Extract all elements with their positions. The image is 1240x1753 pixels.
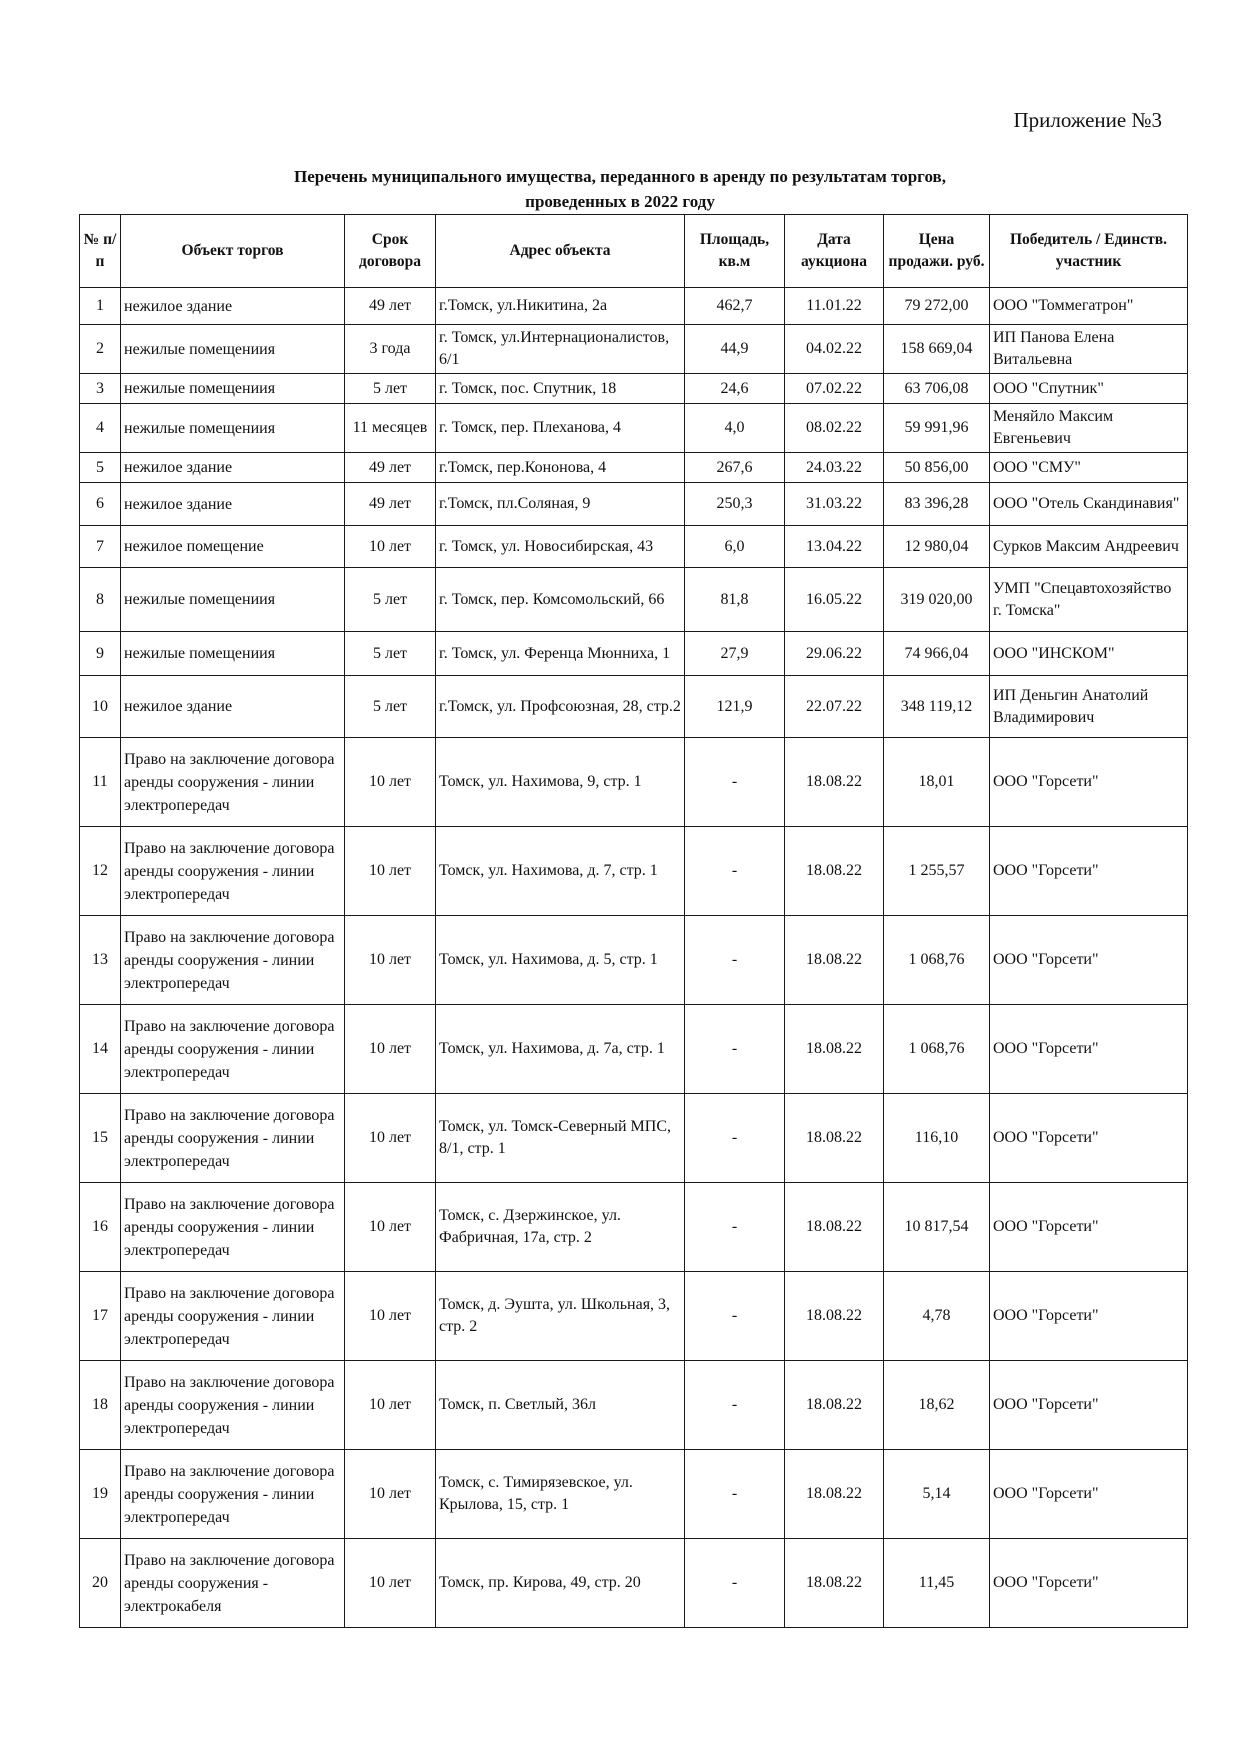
row-area: 250,3 xyxy=(685,483,785,526)
row-date: 18.08.22 xyxy=(785,1094,884,1183)
row-address: г. Томск, ул. Новосибирская, 43 xyxy=(436,526,685,568)
row-address: г. Томск, ул. Ференца Мюнниха, 1 xyxy=(436,632,685,676)
row-winner: ООО "СМУ" xyxy=(990,453,1188,483)
row-number: 15 xyxy=(80,1094,121,1183)
row-object: Право на заключение договора аренды сооружения - линии электропередач xyxy=(121,1450,345,1539)
table-row xyxy=(80,1094,1188,1183)
row-date: 22.07.22 xyxy=(785,676,884,738)
row-date: 04.02.22 xyxy=(785,325,884,374)
row-term: 10 лет xyxy=(345,1450,436,1539)
row-term: 10 лет xyxy=(345,1272,436,1361)
table-row xyxy=(80,1361,1188,1450)
row-number: 19 xyxy=(80,1450,121,1539)
row-winner: Сурков Максим Андреевич xyxy=(990,526,1188,568)
row-winner: ИП Деньгин Анатолий Владимирович xyxy=(990,676,1188,738)
row-price: 1 068,76 xyxy=(884,1005,990,1094)
row-number: 13 xyxy=(80,916,121,1005)
row-winner: ИП Панова Елена Витальевна xyxy=(990,325,1188,374)
row-winner: ООО "Томмегатрон" xyxy=(990,288,1188,325)
row-winner: ООО "Горсети" xyxy=(990,738,1188,827)
row-price: 11,45 xyxy=(884,1539,990,1628)
row-area: 6,0 xyxy=(685,526,785,568)
row-term: 10 лет xyxy=(345,1094,436,1183)
row-price: 5,14 xyxy=(884,1450,990,1539)
row-address: г.Томск, ул. Профсоюзная, 28, стр.2 xyxy=(436,676,685,738)
table-row xyxy=(80,1450,1188,1539)
row-date: 29.06.22 xyxy=(785,632,884,676)
row-winner: ООО "Горсети" xyxy=(990,1539,1188,1628)
document-title xyxy=(160,164,1080,214)
row-object: нежилые помещениия xyxy=(121,325,345,374)
row-address: Томск, п. Светлый, 36л xyxy=(436,1361,685,1450)
row-price: 4,78 xyxy=(884,1272,990,1361)
row-number: 2 xyxy=(80,325,121,374)
row-term: 10 лет xyxy=(345,1361,436,1450)
row-address: Томск, с. Тимирязевское, ул. Крылова, 15, стр. 1 xyxy=(436,1450,685,1539)
table-row xyxy=(80,325,1188,374)
row-object: Право на заключение договора аренды сооружения - линии электропередач xyxy=(121,1094,345,1183)
row-price: 50 856,00 xyxy=(884,453,990,483)
row-number: 5 xyxy=(80,453,121,483)
row-area: 267,6 xyxy=(685,453,785,483)
row-term: 3 года xyxy=(345,325,436,374)
row-term: 5 лет xyxy=(345,632,436,676)
row-area: 121,9 xyxy=(685,676,785,738)
row-winner: Меняйло Максим Евгеньевич xyxy=(990,404,1188,453)
row-date: 18.08.22 xyxy=(785,1005,884,1094)
row-winner: ООО "Горсети" xyxy=(990,1183,1188,1272)
row-term: 5 лет xyxy=(345,568,436,632)
row-winner: ООО "Спутник" xyxy=(990,374,1188,404)
row-area: - xyxy=(685,827,785,916)
row-date: 16.05.22 xyxy=(785,568,884,632)
row-area: - xyxy=(685,1183,785,1272)
table-row xyxy=(80,1183,1188,1272)
row-date: 13.04.22 xyxy=(785,526,884,568)
row-object: Право на заключение договора аренды сооружения - линии электропередач xyxy=(121,738,345,827)
row-address: Томск, пр. Кирова, 49, стр. 20 xyxy=(436,1539,685,1628)
row-address: г.Томск, пл.Соляная, 9 xyxy=(436,483,685,526)
row-date: 07.02.22 xyxy=(785,374,884,404)
row-object: нежилое здание xyxy=(121,288,345,325)
row-object: нежилое здание xyxy=(121,676,345,738)
row-number: 11 xyxy=(80,738,121,827)
table-row xyxy=(80,632,1188,676)
row-number: 6 xyxy=(80,483,121,526)
row-area: 81,8 xyxy=(685,568,785,632)
row-date: 11.01.22 xyxy=(785,288,884,325)
table-row xyxy=(80,1272,1188,1361)
table-row xyxy=(80,1539,1188,1628)
row-area: 24,6 xyxy=(685,374,785,404)
row-area: - xyxy=(685,1005,785,1094)
row-date: 18.08.22 xyxy=(785,916,884,1005)
row-object: Право на заключение договора аренды сооружения - линии электропередач xyxy=(121,1272,345,1361)
row-date: 18.08.22 xyxy=(785,1183,884,1272)
row-term: 49 лет xyxy=(345,483,436,526)
row-date: 18.08.22 xyxy=(785,1361,884,1450)
row-term: 49 лет xyxy=(345,288,436,325)
col-header-area: Площадь, кв.м xyxy=(685,215,785,288)
table-row xyxy=(80,676,1188,738)
row-price: 319 020,00 xyxy=(884,568,990,632)
row-address: г. Томск, пос. Спутник, 18 xyxy=(436,374,685,404)
row-area: 44,9 xyxy=(685,325,785,374)
row-price: 12 980,04 xyxy=(884,526,990,568)
row-area: - xyxy=(685,1539,785,1628)
table-row xyxy=(80,288,1188,325)
row-price: 83 396,28 xyxy=(884,483,990,526)
row-address: г.Томск, ул.Никитина, 2а xyxy=(436,288,685,325)
row-object: Право на заключение договора аренды сооружения - линии электропередач xyxy=(121,916,345,1005)
row-area: - xyxy=(685,1450,785,1539)
row-object: нежилые помещениия xyxy=(121,374,345,404)
row-object: Право на заключение договора аренды сооружения - электрокабеля xyxy=(121,1539,345,1628)
row-number: 1 xyxy=(80,288,121,325)
row-object: нежилое здание xyxy=(121,483,345,526)
table-row xyxy=(80,453,1188,483)
row-object: нежилое здание xyxy=(121,453,345,483)
row-date: 24.03.22 xyxy=(785,453,884,483)
row-term: 10 лет xyxy=(345,827,436,916)
row-price: 1 068,76 xyxy=(884,916,990,1005)
table-row xyxy=(80,404,1188,453)
row-price: 59 991,96 xyxy=(884,404,990,453)
row-term: 10 лет xyxy=(345,1539,436,1628)
table-row xyxy=(80,374,1188,404)
table-row xyxy=(80,1005,1188,1094)
row-number: 10 xyxy=(80,676,121,738)
col-header-winner: Победитель / Единств. участник xyxy=(990,215,1188,288)
row-date: 18.08.22 xyxy=(785,827,884,916)
col-header-address: Адрес объекта xyxy=(436,215,685,288)
row-winner: ООО "Горсети" xyxy=(990,1005,1188,1094)
row-number: 17 xyxy=(80,1272,121,1361)
row-number: 4 xyxy=(80,404,121,453)
row-number: 7 xyxy=(80,526,121,568)
row-object: Право на заключение договора аренды сооружения - линии электропередач xyxy=(121,827,345,916)
row-number: 16 xyxy=(80,1183,121,1272)
row-area: - xyxy=(685,1361,785,1450)
row-winner: ООО "Отель Скандинавия" xyxy=(990,483,1188,526)
row-winner: ООО "Горсети" xyxy=(990,1272,1188,1361)
row-area: - xyxy=(685,1094,785,1183)
row-winner: ООО "Горсети" xyxy=(990,1094,1188,1183)
row-area: 4,0 xyxy=(685,404,785,453)
row-price: 74 966,04 xyxy=(884,632,990,676)
row-winner: ООО "ИНСКОМ" xyxy=(990,632,1188,676)
table-header-row xyxy=(80,215,1188,288)
row-winner: ООО "Горсети" xyxy=(990,1361,1188,1450)
row-number: 8 xyxy=(80,568,121,632)
row-area: 27,9 xyxy=(685,632,785,676)
row-price: 116,10 xyxy=(884,1094,990,1183)
row-address: г. Томск, пер. Плеханова, 4 xyxy=(436,404,685,453)
row-winner: ООО "Горсети" xyxy=(990,916,1188,1005)
row-date: 18.08.22 xyxy=(785,1539,884,1628)
row-address: Томск, с. Дзержинское, ул. Фабричная, 17а, стр. 2 xyxy=(436,1183,685,1272)
row-number: 18 xyxy=(80,1361,121,1450)
row-date: 08.02.22 xyxy=(785,404,884,453)
row-object: нежилые помещениия xyxy=(121,404,345,453)
table-row xyxy=(80,916,1188,1005)
row-address: Томск, д. Эушта, ул. Школьная, 3, стр. 2 xyxy=(436,1272,685,1361)
row-object: нежилые помещениия xyxy=(121,632,345,676)
row-date: 18.08.22 xyxy=(785,1450,884,1539)
row-price: 158 669,04 xyxy=(884,325,990,374)
row-address: Томск, ул. Нахимова, 9, стр. 1 xyxy=(436,738,685,827)
row-area: 462,7 xyxy=(685,288,785,325)
col-header-number: № п/п xyxy=(80,215,121,288)
row-winner: ООО "Горсети" xyxy=(990,827,1188,916)
row-object: Право на заключение договора аренды сооружения - линии электропередач xyxy=(121,1183,345,1272)
row-term: 11 месяцев xyxy=(345,404,436,453)
row-object: Право на заключение договора аренды сооружения - линии электропередач xyxy=(121,1361,345,1450)
col-header-price: Цена продажи. руб. xyxy=(884,215,990,288)
row-date: 18.08.22 xyxy=(785,738,884,827)
table-row xyxy=(80,738,1188,827)
row-number: 12 xyxy=(80,827,121,916)
row-address: Томск, ул. Нахимова, д. 7а, стр. 1 xyxy=(436,1005,685,1094)
row-winner: УМП "Спецавтохозяйство г. Томска" xyxy=(990,568,1188,632)
row-area: - xyxy=(685,916,785,1005)
row-address: г. Томск, ул.Интернационалистов, 6/1 xyxy=(436,325,685,374)
row-object: нежилое помещение xyxy=(121,526,345,568)
row-price: 10 817,54 xyxy=(884,1183,990,1272)
row-price: 348 119,12 xyxy=(884,676,990,738)
row-winner: ООО "Горсети" xyxy=(990,1450,1188,1539)
row-term: 10 лет xyxy=(345,916,436,1005)
row-number: 14 xyxy=(80,1005,121,1094)
col-header-date: Дата аукциона xyxy=(785,215,884,288)
row-term: 10 лет xyxy=(345,738,436,827)
row-term: 5 лет xyxy=(345,374,436,404)
row-number: 20 xyxy=(80,1539,121,1628)
row-price: 63 706,08 xyxy=(884,374,990,404)
row-price: 1 255,57 xyxy=(884,827,990,916)
table-row xyxy=(80,526,1188,568)
row-area: - xyxy=(685,1272,785,1361)
row-address: г. Томск, пер. Комсомольский, 66 xyxy=(436,568,685,632)
row-address: г.Томск, пер.Кононова, 4 xyxy=(436,453,685,483)
table-row xyxy=(80,483,1188,526)
row-number: 3 xyxy=(80,374,121,404)
row-area: - xyxy=(685,738,785,827)
col-header-term: Срок договора xyxy=(345,215,436,288)
row-number: 9 xyxy=(80,632,121,676)
col-header-object: Объект торгов xyxy=(121,215,345,288)
auction-results-table xyxy=(79,214,1188,1628)
row-date: 31.03.22 xyxy=(785,483,884,526)
table-row xyxy=(80,568,1188,632)
row-term: 5 лет xyxy=(345,676,436,738)
row-term: 10 лет xyxy=(345,526,436,568)
appendix-label: Приложение №3 xyxy=(1013,108,1162,132)
row-price: 79 272,00 xyxy=(884,288,990,325)
row-term: 10 лет xyxy=(345,1183,436,1272)
table-row xyxy=(80,827,1188,916)
row-price: 18,01 xyxy=(884,738,990,827)
row-term: 49 лет xyxy=(345,453,436,483)
row-address: Томск, ул. Томск-Северный МПС, 8/1, стр. 1 xyxy=(436,1094,685,1183)
row-address: Томск, ул. Нахимова, д. 7, стр. 1 xyxy=(436,827,685,916)
row-object: Право на заключение договора аренды сооружения - линии электропередач xyxy=(121,1005,345,1094)
title-line-2: проведенных в 2022 году xyxy=(525,192,715,211)
row-object: нежилые помещениия xyxy=(121,568,345,632)
row-price: 18,62 xyxy=(884,1361,990,1450)
row-date: 18.08.22 xyxy=(785,1272,884,1361)
title-line-1: Перечень муниципального имущества, переданного в аренду по результатам торгов, xyxy=(294,167,946,186)
row-address: Томск, ул. Нахимова, д. 5, стр. 1 xyxy=(436,916,685,1005)
row-term: 10 лет xyxy=(345,1005,436,1094)
